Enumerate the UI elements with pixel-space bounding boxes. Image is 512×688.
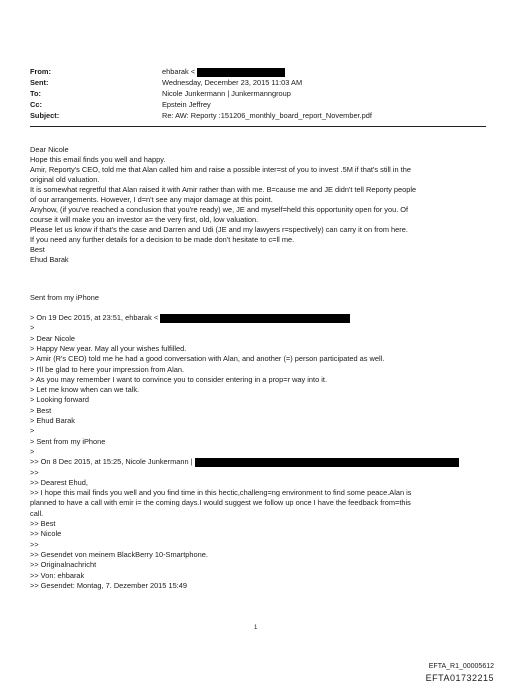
footer-id-primary: EFTA_R1_00005612 [428, 663, 494, 670]
body-line [30, 550, 208, 560]
body-line-text: Anyhow, (if you've reached a conclusion that you're ready) we, JE and myself=held this opportunity open for you. Of [30, 205, 409, 214]
body-line [30, 334, 75, 344]
body-line-text: >> Nicole [30, 529, 62, 539]
footer-id-secondary: EFTA01732215 [425, 673, 494, 683]
body-line [30, 560, 96, 570]
body-line-text: If you need any further details for a decision to be made don't hesitate to c=ll me. [30, 235, 295, 244]
body-line [30, 581, 187, 591]
to-value: Nicole Junkermann | Junkermanngroup [162, 89, 291, 98]
from-label: From: [30, 67, 51, 76]
body-line-text: >> [30, 467, 39, 477]
body-line [30, 540, 39, 550]
body-line [30, 165, 411, 175]
body-line [30, 416, 75, 426]
body-line-text: > Looking forward [30, 395, 89, 405]
body-line [30, 225, 408, 235]
body-line-text: >> On 8 Dec 2015, at 15:25, Nicole Junkermann | [30, 457, 193, 467]
body-line-text: >> Gesendet: Montag, 7. Dezember 2015 15:49 [30, 580, 187, 590]
body-line [30, 255, 69, 265]
body-line [30, 406, 51, 416]
body-line-text: >> [30, 539, 39, 549]
body-line-text: > I'll be glad to here your impression from Alan. [30, 364, 185, 374]
body-line [30, 205, 408, 215]
body-line [30, 478, 88, 488]
body-line-text: >> I hope this mail finds you well and you find time in this hectic,challeng=ng environment to find some peace.Alan is [30, 488, 412, 498]
body-line [30, 313, 350, 323]
body-line-text: > On 19 Dec 2015, at 23:51, ehbarak < [30, 313, 159, 322]
body-line-text: course it will make you an investor a= the very first, old, low valuation. [30, 215, 259, 224]
body-line-text: Ehud Barak [30, 255, 69, 264]
body-line-text: Dear Nicole [30, 145, 69, 154]
body-line-text: >> Best [30, 519, 56, 528]
body-line-text: > Sent from my iPhone [30, 436, 106, 446]
cc-label: Cc: [30, 100, 42, 109]
body-line-text: >> Originalnachricht [30, 560, 97, 570]
body-line [30, 385, 139, 395]
body-line [30, 215, 258, 225]
body-line-text: It is somewhat regretful that Alan raised it with Amir rather than with me. B=cause me and JE didn't tell Reporty people [30, 185, 417, 194]
body-line-text: Sent from my iPhone [30, 293, 100, 302]
body-line [30, 498, 411, 508]
body-line-text: original old valuation. [30, 175, 100, 184]
body-line [30, 323, 34, 333]
body-line-text: > Amir (R's CEO) told me he had a good conversation with Alan, and another (=) person participated as well. [30, 354, 385, 364]
body-line-text: > Let me know when can we talk. [30, 385, 140, 395]
body-line [30, 245, 45, 255]
body-line [30, 457, 459, 467]
body-line [30, 571, 84, 581]
body-line-text: >> Von: ehbarak [30, 570, 85, 580]
body-line-text: Please let us know if that's the case and Darren and Udi (JE and my lawyers r=spectively) can carry it on from here. [30, 225, 408, 234]
body-line [30, 354, 384, 364]
cc-value: Epstein Jeffrey [162, 100, 211, 109]
body-line [30, 175, 99, 185]
to-label: To: [30, 89, 41, 98]
body-line-text: planned to have a call with emir i= the coming days.I would suggest we follow up once I have the feedback from=this [30, 498, 411, 508]
redaction-box [160, 314, 350, 323]
body-line-text: > [30, 426, 35, 436]
body-line [30, 426, 34, 436]
body-line [30, 447, 34, 457]
body-line [30, 185, 416, 195]
body-line [30, 145, 69, 155]
body-line [30, 437, 105, 447]
redaction-box [195, 458, 459, 467]
body-line-text: > [30, 446, 35, 456]
body-line [30, 529, 61, 539]
body-line [30, 195, 273, 205]
body-line-text: call. [30, 508, 44, 518]
header-divider [30, 126, 486, 127]
body-line-text: > As you may remember I want to convince you to consider entering in a prop=r way into it. [30, 374, 328, 384]
body-line-text: Amir, Reporty's CEO, told me that Alan called him and raise a possible inter=st of you to invest .5M if that's still in the [30, 165, 411, 174]
page-number: 1 [254, 625, 258, 631]
body-line-text: > [30, 323, 35, 333]
redaction-box [197, 68, 285, 77]
body-line [30, 155, 165, 165]
body-line [30, 293, 99, 303]
body-line [30, 365, 184, 375]
body-line [30, 375, 327, 385]
body-line [30, 468, 39, 478]
body-line-text: > Dear Nicole [30, 333, 75, 343]
from-value: ehbarak < [162, 67, 285, 77]
body-line-text: of our arrangements. However, I d=n't see any major damage at this point. [30, 195, 273, 204]
body-line [30, 519, 55, 529]
body-line-text: >> Dearest Ehud, [30, 477, 88, 487]
body-line-text: Hope this email finds you well and happy. [30, 155, 166, 164]
subject-label: Subject: [30, 111, 60, 120]
body-line-text: > Ehud Barak [30, 416, 75, 425]
body-line [30, 395, 89, 405]
body-line-text: > Happy New year. May all your wishes fulfilled. [30, 343, 187, 353]
subject-value: Re: AW: Reporty :151206_monthly_board_report_November.pdf [162, 111, 372, 120]
body-line [30, 488, 411, 498]
body-line [30, 344, 186, 354]
body-line-text: > Best [30, 405, 52, 415]
body-line-text: Best [30, 245, 45, 254]
body-line-text: >> Gesendet von meinem BlackBerry 10-Smartphone. [30, 549, 208, 559]
body-line [30, 235, 294, 245]
sent-label: Sent: [30, 78, 49, 87]
body-line [30, 509, 43, 519]
sent-value: Wednesday, December 23, 2015 11:03 AM [162, 78, 303, 87]
